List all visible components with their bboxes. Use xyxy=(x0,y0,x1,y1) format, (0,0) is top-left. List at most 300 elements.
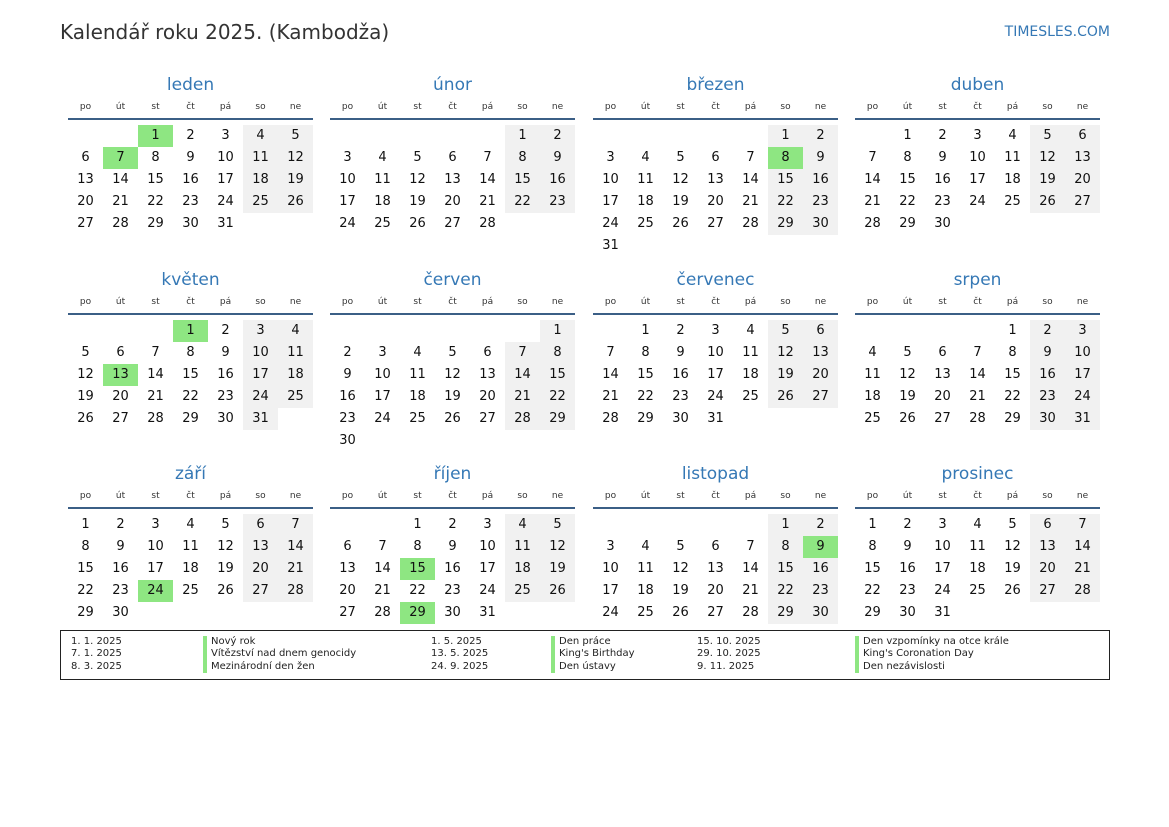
legend-date: 9. 11. 2025 xyxy=(697,660,755,672)
day-cell: 19 xyxy=(1030,169,1065,191)
weekday-label: so xyxy=(780,102,791,112)
legend-date: 29. 10. 2025 xyxy=(697,648,761,660)
day-cell: 3 xyxy=(973,128,982,143)
day-cell: 7 xyxy=(746,539,755,554)
day-cell: 12 xyxy=(1004,539,1021,554)
month-7 xyxy=(593,267,838,430)
site-link[interactable]: TIMESLES.COM xyxy=(1004,24,1110,40)
day-cell: 22 xyxy=(768,191,803,213)
day-cell: 16 xyxy=(217,367,234,382)
legend-holiday-name: King's Birthday xyxy=(551,648,691,660)
day-grid xyxy=(593,320,838,430)
legend-holiday-name: Den práce xyxy=(551,636,691,648)
day-cell: 4 xyxy=(641,150,650,165)
day-cell: 13 xyxy=(707,172,724,187)
weekday-label: po xyxy=(341,102,354,112)
day-cell: 21 xyxy=(742,194,759,209)
day-cell: 21 xyxy=(969,389,986,404)
day-cell: 24 xyxy=(969,194,986,209)
day-cell: 15 xyxy=(505,169,540,191)
day-cell: 22 xyxy=(864,583,881,598)
day-cell: 8 xyxy=(768,536,803,558)
day-cell: 17 xyxy=(217,172,234,187)
day-cell: 27 xyxy=(934,411,951,426)
day-cell: 7 xyxy=(868,150,877,165)
weekday-label: so xyxy=(255,102,266,112)
day-cell: 22 xyxy=(1004,389,1021,404)
weekday-label: st xyxy=(151,297,160,307)
day-cell: 15 xyxy=(1004,367,1021,382)
weekday-label: pá xyxy=(219,102,232,112)
weekday-label: ne xyxy=(814,297,827,307)
day-cell: 31 xyxy=(479,605,496,620)
day-cell: 9 xyxy=(1030,342,1065,364)
day-cell: 12 xyxy=(672,561,689,576)
weekday-header xyxy=(68,487,313,509)
day-grid xyxy=(855,320,1100,430)
weekday-label: čt xyxy=(973,491,982,501)
day-cell: 14 xyxy=(1065,536,1100,558)
day-cell: 30 xyxy=(803,213,838,235)
day-cell: 26 xyxy=(409,216,426,231)
day-cell: 8 xyxy=(505,147,540,169)
weekday-label: ne xyxy=(289,491,302,501)
day-cell: 29 xyxy=(1004,411,1021,426)
day-cell: 4 xyxy=(505,514,540,536)
weekday-label: ne xyxy=(1076,102,1089,112)
day-cell-holiday: 29 xyxy=(400,602,435,624)
day-cell: 17 xyxy=(707,367,724,382)
month-name: říjen xyxy=(433,464,472,484)
day-grid xyxy=(68,320,313,430)
day-cell: 5 xyxy=(540,514,575,536)
day-cell: 25 xyxy=(637,605,654,620)
day-cell: 29 xyxy=(768,213,803,235)
day-cell: 28 xyxy=(147,411,164,426)
weekday-label: po xyxy=(79,491,92,501)
day-cell: 27 xyxy=(444,216,461,231)
day-cell: 14 xyxy=(742,561,759,576)
day-cell: 1 xyxy=(505,125,540,147)
day-cell: 23 xyxy=(899,583,916,598)
weekday-label: po xyxy=(866,102,879,112)
day-cell: 24 xyxy=(374,411,391,426)
day-cell: 2 xyxy=(1030,320,1065,342)
day-cell: 4 xyxy=(413,345,422,360)
legend-names-col-1 xyxy=(203,636,423,673)
weekday-label: st xyxy=(676,102,685,112)
day-cell: 8 xyxy=(81,539,90,554)
day-cell: 28 xyxy=(864,216,881,231)
weekday-header xyxy=(330,487,575,509)
day-cell: 21 xyxy=(278,558,313,580)
day-cell: 2 xyxy=(676,323,685,338)
day-cell: 15 xyxy=(768,558,803,580)
weekday-label: út xyxy=(902,102,913,112)
day-cell: 3 xyxy=(938,517,947,532)
day-cell: 28 xyxy=(1065,580,1100,602)
weekday-label: so xyxy=(1042,491,1053,501)
day-cell: 31 xyxy=(707,411,724,426)
day-cell: 29 xyxy=(77,605,94,620)
day-cell: 10 xyxy=(707,345,724,360)
month-name: září xyxy=(174,464,207,484)
weekday-label: po xyxy=(604,297,617,307)
day-cell: 9 xyxy=(903,539,912,554)
day-cell: 20 xyxy=(1065,169,1100,191)
day-cell: 16 xyxy=(803,169,838,191)
day-cell: 28 xyxy=(742,605,759,620)
day-cell: 18 xyxy=(1004,172,1021,187)
day-cell: 23 xyxy=(1030,386,1065,408)
day-cell: 2 xyxy=(803,125,838,147)
day-cell-holiday: 8 xyxy=(768,147,803,169)
day-cell: 19 xyxy=(77,389,94,404)
day-cell: 8 xyxy=(868,539,877,554)
day-cell: 8 xyxy=(151,150,160,165)
day-cell: 3 xyxy=(606,539,615,554)
weekday-label: pá xyxy=(481,297,494,307)
day-cell: 19 xyxy=(672,583,689,598)
day-cell: 16 xyxy=(112,561,129,576)
day-cell: 15 xyxy=(637,367,654,382)
day-cell: 8 xyxy=(1008,345,1017,360)
weekday-label: po xyxy=(341,491,354,501)
day-cell: 18 xyxy=(637,194,654,209)
day-cell: 6 xyxy=(1065,125,1100,147)
day-cell: 18 xyxy=(374,194,391,209)
weekday-label: pá xyxy=(1006,102,1019,112)
day-cell: 30 xyxy=(803,602,838,624)
weekday-label: pá xyxy=(744,102,757,112)
month-9 xyxy=(68,461,313,624)
legend-holiday-name: Den vzpomínky na otce krále xyxy=(855,636,1095,648)
day-cell-holiday: 13 xyxy=(103,364,138,386)
day-cell: 29 xyxy=(540,408,575,430)
day-cell: 19 xyxy=(540,558,575,580)
day-cell: 12 xyxy=(540,536,575,558)
day-cell: 26 xyxy=(217,583,234,598)
day-cell: 9 xyxy=(448,539,457,554)
day-cell: 11 xyxy=(637,172,654,187)
day-cell: 17 xyxy=(969,172,986,187)
day-cell: 26 xyxy=(899,411,916,426)
day-cell: 6 xyxy=(711,539,720,554)
legend-date: 1. 1. 2025 xyxy=(71,636,122,647)
day-cell: 11 xyxy=(969,539,986,554)
day-cell: 24 xyxy=(339,216,356,231)
day-cell: 24 xyxy=(934,583,951,598)
day-cell: 18 xyxy=(969,561,986,576)
day-cell: 2 xyxy=(938,128,947,143)
day-cell: 23 xyxy=(540,191,575,213)
day-cell: 21 xyxy=(479,194,496,209)
month-name: červen xyxy=(423,270,482,290)
day-cell: 11 xyxy=(409,367,426,382)
day-cell: 28 xyxy=(969,411,986,426)
day-cell: 4 xyxy=(1008,128,1017,143)
day-cell: 15 xyxy=(540,364,575,386)
day-cell: 11 xyxy=(742,345,759,360)
day-cell: 12 xyxy=(278,147,313,169)
day-cell: 11 xyxy=(243,147,278,169)
day-cell-holiday: 1 xyxy=(173,320,208,342)
day-cell: 15 xyxy=(182,367,199,382)
weekday-label: pá xyxy=(744,297,757,307)
day-cell: 25 xyxy=(969,583,986,598)
day-cell: 13 xyxy=(1030,536,1065,558)
day-cell: 15 xyxy=(768,169,803,191)
day-cell: 3 xyxy=(343,150,352,165)
weekday-label: so xyxy=(517,491,528,501)
weekday-label: ne xyxy=(289,102,302,112)
weekday-label: so xyxy=(780,491,791,501)
day-cell: 16 xyxy=(182,172,199,187)
day-cell: 13 xyxy=(77,172,94,187)
day-cell: 3 xyxy=(221,128,230,143)
day-cell: 15 xyxy=(147,172,164,187)
legend-date: 24. 9. 2025 xyxy=(431,660,489,672)
day-cell: 18 xyxy=(243,169,278,191)
day-cell: 4 xyxy=(641,539,650,554)
day-cell: 6 xyxy=(483,345,492,360)
day-cell: 3 xyxy=(1065,320,1100,342)
day-cell: 2 xyxy=(186,128,195,143)
day-cell: 8 xyxy=(641,345,650,360)
weekday-label: čt xyxy=(711,102,720,112)
month-8 xyxy=(855,267,1100,430)
weekday-label: so xyxy=(1042,297,1053,307)
weekday-label: ne xyxy=(814,102,827,112)
day-cell: 30 xyxy=(672,411,689,426)
day-cell: 9 xyxy=(803,147,838,169)
day-cell: 16 xyxy=(803,558,838,580)
day-cell: 3 xyxy=(483,517,492,532)
day-cell: 4 xyxy=(868,345,877,360)
day-cell: 10 xyxy=(1065,342,1100,364)
day-cell: 20 xyxy=(1030,558,1065,580)
weekday-label: so xyxy=(255,491,266,501)
day-cell: 22 xyxy=(409,583,426,598)
month-name: únor xyxy=(433,75,472,95)
day-cell: 16 xyxy=(672,367,689,382)
weekday-label: pá xyxy=(481,491,494,501)
day-cell: 3 xyxy=(151,517,160,532)
day-cell: 26 xyxy=(768,386,803,408)
day-cell: 1 xyxy=(81,517,90,532)
day-cell: 12 xyxy=(1030,147,1065,169)
day-cell-holiday: 15 xyxy=(400,558,435,580)
legend-holiday-name: King's Coronation Day xyxy=(855,648,1095,660)
day-cell: 27 xyxy=(112,411,129,426)
month-name: prosinec xyxy=(941,464,1014,484)
weekday-label: po xyxy=(604,491,617,501)
weekday-label: po xyxy=(79,297,92,307)
day-cell: 27 xyxy=(243,580,278,602)
legend-holiday-name: Vítězství nad dnem genocidy xyxy=(203,648,423,660)
day-cell: 30 xyxy=(899,605,916,620)
day-cell: 21 xyxy=(742,583,759,598)
day-cell: 12 xyxy=(77,367,94,382)
day-cell: 13 xyxy=(803,342,838,364)
weekday-label: út xyxy=(902,491,913,501)
day-grid xyxy=(855,125,1100,235)
month-name: srpen xyxy=(953,270,1002,290)
day-cell: 10 xyxy=(602,172,619,187)
weekday-label: čt xyxy=(448,297,457,307)
day-cell: 9 xyxy=(343,367,352,382)
day-cell: 5 xyxy=(81,345,90,360)
weekday-label: st xyxy=(938,102,947,112)
day-cell: 19 xyxy=(672,194,689,209)
weekday-label: čt xyxy=(973,102,982,112)
day-cell: 2 xyxy=(803,514,838,536)
month-name: červenec xyxy=(676,270,755,290)
day-cell: 10 xyxy=(934,539,951,554)
day-cell: 21 xyxy=(147,389,164,404)
day-cell: 5 xyxy=(1008,517,1017,532)
weekday-label: ne xyxy=(551,491,564,501)
day-cell: 29 xyxy=(768,602,803,624)
day-cell: 19 xyxy=(278,169,313,191)
month-6 xyxy=(330,267,575,452)
month-11 xyxy=(593,461,838,624)
day-cell: 11 xyxy=(864,367,881,382)
day-cell: 28 xyxy=(278,580,313,602)
day-cell: 9 xyxy=(186,150,195,165)
day-cell: 14 xyxy=(969,367,986,382)
day-cell: 24 xyxy=(707,389,724,404)
day-cell: 30 xyxy=(112,605,129,620)
weekday-label: ne xyxy=(814,491,827,501)
day-cell: 8 xyxy=(903,150,912,165)
day-cell: 8 xyxy=(186,345,195,360)
day-cell: 20 xyxy=(803,364,838,386)
weekday-label: po xyxy=(341,297,354,307)
day-cell: 17 xyxy=(934,561,951,576)
weekday-label: ne xyxy=(551,297,564,307)
day-cell: 11 xyxy=(1004,150,1021,165)
month-1 xyxy=(68,72,313,235)
day-cell: 19 xyxy=(768,364,803,386)
day-cell: 5 xyxy=(903,345,912,360)
day-cell: 23 xyxy=(934,194,951,209)
weekday-label: so xyxy=(255,297,266,307)
day-cell: 6 xyxy=(803,320,838,342)
day-cell: 22 xyxy=(899,194,916,209)
day-cell: 16 xyxy=(1030,364,1065,386)
weekday-label: st xyxy=(676,491,685,501)
legend-dates-col-3 xyxy=(697,636,847,673)
day-cell: 6 xyxy=(81,150,90,165)
month-name: listopad xyxy=(681,464,750,484)
day-cell: 4 xyxy=(278,320,313,342)
legend-date: 8. 3. 2025 xyxy=(71,660,122,672)
day-cell: 25 xyxy=(864,411,881,426)
month-4 xyxy=(855,72,1100,235)
day-cell: 2 xyxy=(903,517,912,532)
day-grid xyxy=(593,125,838,257)
month-name: leden xyxy=(166,75,215,95)
day-cell: 5 xyxy=(676,539,685,554)
day-cell-holiday: 9 xyxy=(803,536,838,558)
day-cell: 30 xyxy=(934,216,951,231)
day-cell: 9 xyxy=(116,539,125,554)
day-cell: 28 xyxy=(602,411,619,426)
day-cell: 10 xyxy=(217,150,234,165)
day-cell: 14 xyxy=(112,172,129,187)
day-cell: 4 xyxy=(186,517,195,532)
day-cell: 28 xyxy=(479,216,496,231)
day-grid xyxy=(330,320,575,452)
day-cell: 19 xyxy=(1004,561,1021,576)
weekday-header xyxy=(593,98,838,120)
day-cell: 19 xyxy=(409,194,426,209)
weekday-header xyxy=(855,98,1100,120)
weekday-label: so xyxy=(517,297,528,307)
day-cell: 18 xyxy=(864,389,881,404)
weekday-label: ne xyxy=(1076,491,1089,501)
legend-date: 1. 5. 2025 xyxy=(431,636,482,647)
legend-holiday-name: Mezinárodní den žen xyxy=(203,661,423,673)
weekday-label: st xyxy=(938,491,947,501)
day-cell: 7 xyxy=(973,345,982,360)
day-grid xyxy=(330,514,575,624)
day-cell: 17 xyxy=(1065,364,1100,386)
day-cell: 27 xyxy=(339,605,356,620)
weekday-label: út xyxy=(377,491,388,501)
day-cell: 25 xyxy=(409,411,426,426)
day-cell: 6 xyxy=(1030,514,1065,536)
weekday-label: st xyxy=(413,297,422,307)
day-cell: 5 xyxy=(221,517,230,532)
weekday-label: čt xyxy=(186,491,195,501)
weekday-label: pá xyxy=(1006,297,1019,307)
day-cell: 23 xyxy=(112,583,129,598)
day-cell: 30 xyxy=(217,411,234,426)
day-cell: 22 xyxy=(505,191,540,213)
weekday-label: út xyxy=(115,102,126,112)
weekday-header xyxy=(68,293,313,315)
day-cell: 27 xyxy=(77,216,94,231)
day-cell: 27 xyxy=(479,411,496,426)
day-cell: 13 xyxy=(707,561,724,576)
day-cell: 12 xyxy=(768,342,803,364)
weekday-label: ne xyxy=(1076,297,1089,307)
day-cell: 7 xyxy=(278,514,313,536)
weekday-label: čt xyxy=(186,102,195,112)
day-cell: 18 xyxy=(505,558,540,580)
day-cell: 10 xyxy=(339,172,356,187)
day-cell: 1 xyxy=(903,128,912,143)
day-cell: 10 xyxy=(147,539,164,554)
day-cell: 3 xyxy=(243,320,278,342)
weekday-label: st xyxy=(938,297,947,307)
month-name: duben xyxy=(950,75,1005,95)
day-cell: 18 xyxy=(278,364,313,386)
weekday-header xyxy=(330,293,575,315)
day-cell: 14 xyxy=(479,172,496,187)
weekday-label: ne xyxy=(289,297,302,307)
day-cell: 26 xyxy=(278,191,313,213)
day-cell: 13 xyxy=(934,367,951,382)
day-grid xyxy=(68,125,313,235)
day-cell: 30 xyxy=(182,216,199,231)
weekday-label: so xyxy=(517,102,528,112)
day-cell: 21 xyxy=(602,389,619,404)
day-cell-holiday: 7 xyxy=(103,147,138,169)
day-cell: 5 xyxy=(413,150,422,165)
